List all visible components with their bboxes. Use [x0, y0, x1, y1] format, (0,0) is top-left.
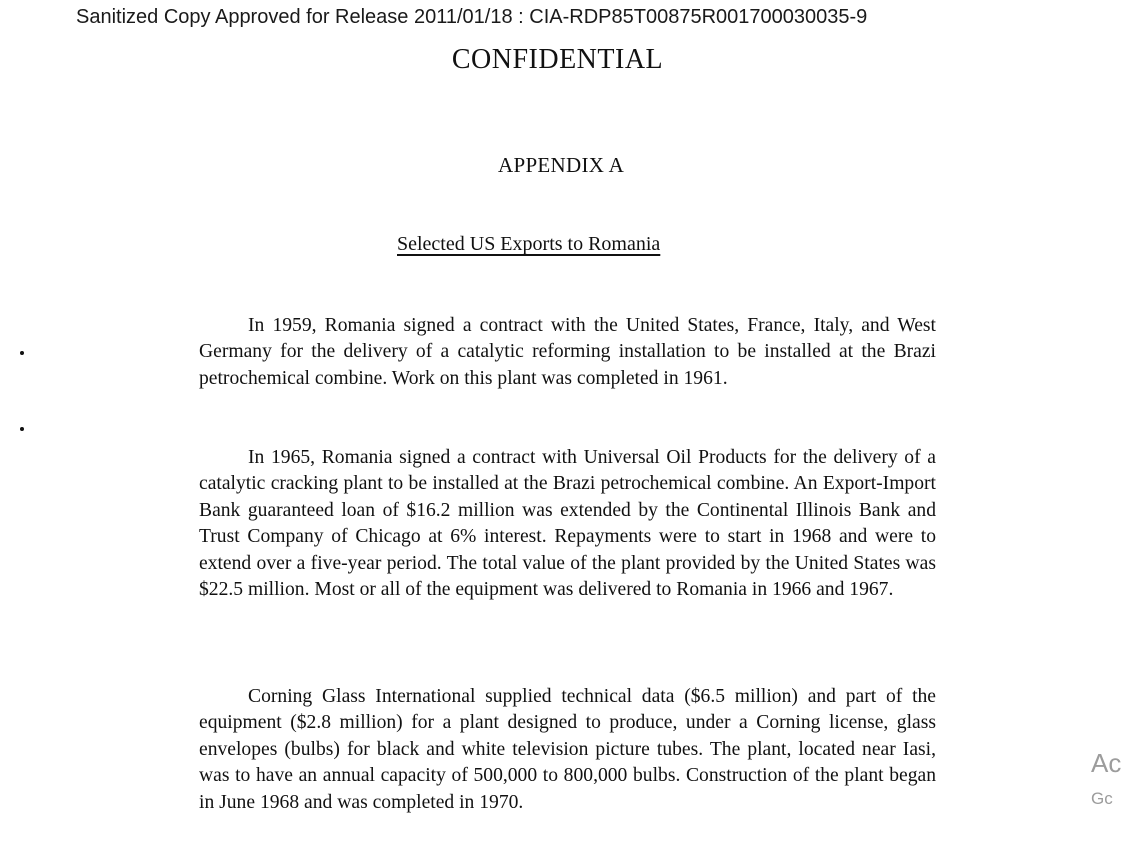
activation-overlay-line-2: Gc: [1091, 789, 1113, 808]
scan-mark-dot: [20, 351, 24, 355]
section-title: Selected US Exports to Romania: [397, 233, 661, 255]
scan-mark-dot: [20, 427, 24, 431]
release-banner: Sanitized Copy Approved for Release 2011/01/18 : CIA-RDP85T00875R001700030035-9: [76, 6, 868, 28]
activation-overlay-line-1: Ac: [1091, 748, 1121, 778]
classification-marking: [0, 44, 1113, 76]
paragraph-3: Corning Glass International supplied technical data ($6.5 million) and part of the equipment ($2.8 million) for a plant designed to produce, under a Corning license, glass envelopes (bulbs) for black and white television picture tubes. The plant, located near Iasi, was to have an annual capacity of 500,000 to 800,000 bulbs. Construction of the plant began in June 1968 and was completed in 1970.: [199, 686, 936, 813]
paragraph-2: In 1965, Romania signed a contract with Universal Oil Products for the delivery of a catalytic cracking plant to be installed at the Brazi petrochemical combine. An Export-Import Bank guaranteed loan of $16.2 million was extended by the Continental Illinois Bank and Trust Company of Chicago at 6% interest. Repayments were to start in 1968 and were to extend over a five-year period. The total value of the plant provided by the United States was $22.5 million. Most or all of the equipment was delivered to Romania in 1966 and 1967.: [199, 447, 936, 601]
appendix-heading: APPENDIX A: [498, 153, 625, 177]
classification-text: CONFIDENTIAL: [451, 44, 664, 75]
paragraph-1: In 1959, Romania signed a contract with the United States, France, Italy, and West Germany for the delivery of a catalytic reforming installation to be installed at the Brazi petrochemical combine. Work on this plant was completed in 1961.: [199, 315, 936, 389]
